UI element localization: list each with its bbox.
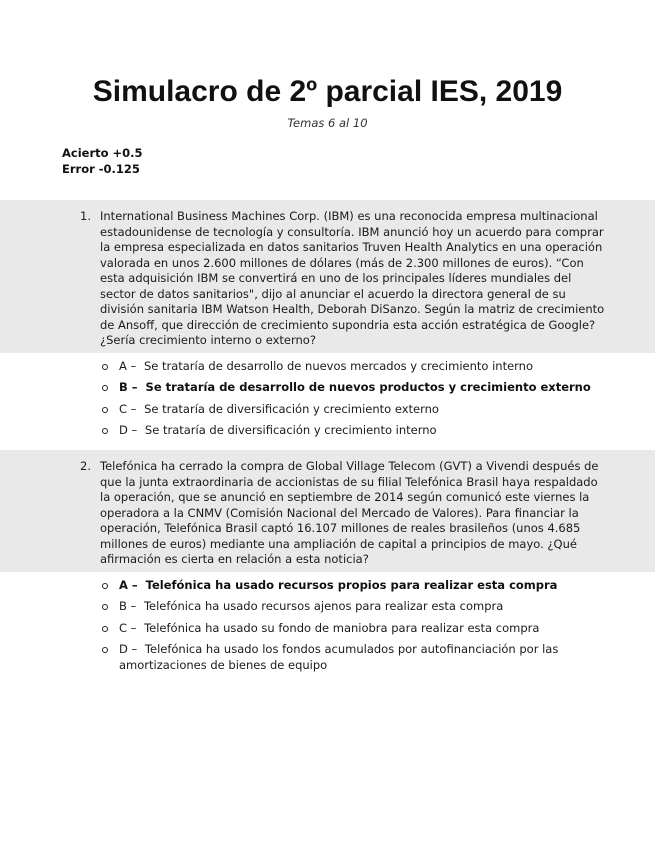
option-letter: B – <box>119 380 138 394</box>
page-subtitle: Temas 6 al 10 <box>287 116 368 130</box>
question-stem <box>0 200 655 353</box>
option-text: Telefónica ha usado recursos propios para realizar esta compra <box>145 577 558 592</box>
scoring-error: Error -0.125 <box>62 161 140 176</box>
option-letter: B – <box>119 599 137 613</box>
answer-option-c[interactable] <box>0 621 655 637</box>
option-text: Telefónica ha usado recursos ajenos para realizar esta compra <box>143 599 504 613</box>
circle-bullet-icon <box>102 604 108 610</box>
page-title: Simulacro de 2º parcial IES, 2019 <box>92 75 563 108</box>
question-text: International Business Machines Corp. (IBM) es una reconocida empresa multinacional estadounidense de tecnología y consultoría. IBM anunció hoy un acuerdo para comprar la empresa especializada en datos sanitarios Truven Health Analytics en una operación valorada en unos 2.600 millones de dólares (más de 2.300 millones de euros). “Con esta adquisición IBM se convertirá en uno de los principales líderes mundiales del sector de datos sanitarios", dijo al anunciar el acuerdo la directora general de su división sanitaria IBM Watson Health, Deborah DiSanzo. Según la matriz de crecimiento de Ansoff, que dirección de crecimiento supondria esta acción estratégica de Google? ¿Sería crecimiento interno o externo? <box>100 209 605 347</box>
question-2 <box>0 450 655 673</box>
circle-bullet-icon <box>102 626 108 632</box>
option-letter: C – <box>119 620 137 635</box>
answer-options <box>0 359 655 439</box>
option-text: Se trataría de desarrollo de nuevos mercados y crecimiento interno <box>143 358 534 373</box>
option-text: Telefónica ha usado los fondos acumulados por autofinanciación por las amortizaciones de bienes de equipo <box>119 642 559 672</box>
answer-option-b[interactable] <box>0 599 655 615</box>
answer-option-a[interactable] <box>0 359 655 375</box>
question-stem <box>0 450 655 572</box>
question-number: 1. <box>80 209 91 223</box>
question-number: 2. <box>80 459 91 473</box>
option-text: Telefónica ha usado su fondo de maniobra para realizar esta compra <box>144 620 540 635</box>
option-letter: D – <box>119 642 138 656</box>
option-text: Se trataría de desarrollo de nuevos productos y crecimiento externo <box>145 380 591 394</box>
circle-bullet-icon <box>102 385 108 391</box>
circle-bullet-icon <box>102 364 108 370</box>
option-letter: A – <box>119 358 137 373</box>
circle-bullet-icon <box>102 583 108 589</box>
scoring-correct: Acierto +0.5 <box>62 146 143 160</box>
answer-option-d[interactable] <box>0 642 655 673</box>
answer-option-a[interactable] <box>0 578 655 594</box>
circle-bullet-icon <box>102 647 108 653</box>
option-text: Se trataría de diversificación y crecimiento interno <box>144 423 437 437</box>
option-text: Se trataría de diversificación y crecimiento externo <box>144 401 439 416</box>
question-1 <box>0 200 655 439</box>
option-letter: C – <box>119 401 137 416</box>
answer-option-c[interactable] <box>0 402 655 418</box>
answer-options <box>0 578 655 674</box>
answer-option-d[interactable] <box>0 423 655 439</box>
question-text: Telefónica ha cerrado la compra de Global Village Telecom (GVT) a Vivendi después de que la junta extraordinaria de accionistas de su filial Telefónica Brasil haya respaldado la operación, que se anunció en septiembre de 2014 según comunicó este viernes la operadora a la CNMV (Comisión Nacional del Mercado de Valores). Para financiar la operación, Telefónica Brasil captó 16.107 millones de reales brasileños (unos 4.685 millones de euros) mediante una ampliación de capital a principios de mayo. ¿Qué afirmación es cierta en relación a esta noticia? <box>100 459 599 566</box>
option-letter: A – <box>119 577 138 592</box>
option-letter: D – <box>119 423 138 437</box>
circle-bullet-icon <box>102 428 108 434</box>
answer-option-b[interactable] <box>0 380 655 396</box>
circle-bullet-icon <box>102 407 108 413</box>
scoring-info <box>62 146 143 177</box>
